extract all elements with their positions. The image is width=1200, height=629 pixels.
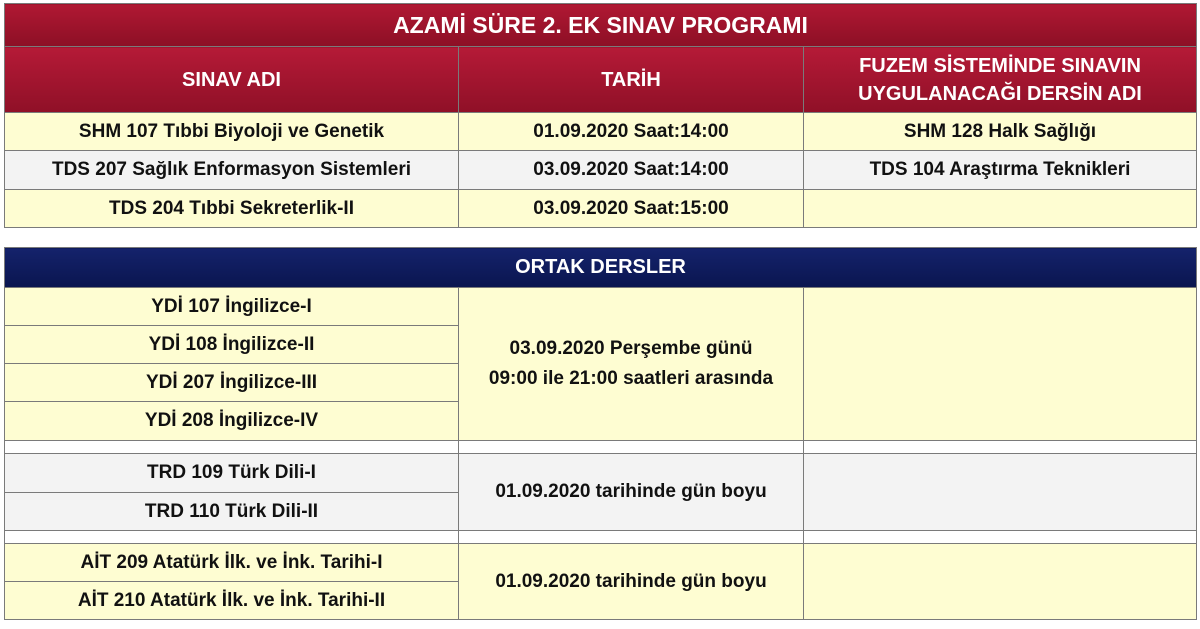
course-name-cell: YDİ 107 İngilizce-I <box>5 288 459 326</box>
history-date-cell: 01.09.2020 tarihinde gün boyu <box>459 544 804 620</box>
exam-date-cell: 01.09.2020 Saat:14:00 <box>459 113 804 151</box>
fuzem-course-cell <box>804 454 1197 531</box>
exam-schedule-table <box>4 3 1197 228</box>
table-row <box>5 113 1197 151</box>
column-header-fuzem-line2: UYGULANACAĞI DERSİN ADI <box>858 82 1142 105</box>
fuzem-course-cell: TDS 104 Araştırma Teknikleri <box>804 151 1197 190</box>
column-header-fuzem <box>804 47 1197 113</box>
column-header-fuzem-line1: FUZEM SİSTEMİNDE SINAVIN <box>859 54 1141 77</box>
common-courses-title: ORTAK DERSLER <box>5 248 1197 288</box>
spacer-row <box>5 531 1197 544</box>
fuzem-course-cell <box>804 190 1197 228</box>
course-name-cell: YDİ 108 İngilizce-II <box>5 326 459 364</box>
fuzem-course-cell: SHM 128 Halk Sağlığı <box>804 113 1197 151</box>
exam-date-cell: 03.09.2020 Saat:14:00 <box>459 151 804 190</box>
fuzem-course-cell <box>804 288 1197 441</box>
table-row <box>5 190 1197 228</box>
table-row <box>5 288 1197 326</box>
table-row <box>5 151 1197 190</box>
course-name-cell: AİT 209 Atatürk İlk. ve İnk. Tarihi-I <box>5 544 459 582</box>
table-row <box>5 544 1197 582</box>
english-date-line2: 09:00 ile 21:00 saatleri arasında <box>488 368 774 389</box>
table-row <box>5 454 1197 493</box>
course-name-cell: AİT 210 Atatürk İlk. ve İnk. Tarihi-II <box>5 582 459 620</box>
column-header-date: TARİH <box>459 47 804 113</box>
exam-name-cell: SHM 107 Tıbbi Biyoloji ve Genetik <box>5 113 459 151</box>
course-name-cell: YDİ 208 İngilizce-IV <box>5 402 459 441</box>
column-header-exam-name: SINAV ADI <box>5 47 459 113</box>
page-title: AZAMİ SÜRE 2. EK SINAV PROGRAMI <box>5 4 1197 47</box>
course-name-cell: TRD 110 Türk Dili-II <box>5 493 459 531</box>
english-date-line1: 03.09.2020 Perşembe günü <box>509 338 753 359</box>
exam-date-cell: 03.09.2020 Saat:15:00 <box>459 190 804 228</box>
course-name-cell: YDİ 207 İngilizce-III <box>5 364 459 402</box>
course-name-cell: TRD 109 Türk Dili-I <box>5 454 459 493</box>
common-courses-table <box>4 247 1197 620</box>
exam-name-cell: TDS 207 Sağlık Enformasyon Sistemleri <box>5 151 459 190</box>
fuzem-course-cell <box>804 544 1197 620</box>
english-date-cell <box>459 288 804 441</box>
turkish-date-cell: 01.09.2020 tarihinde gün boyu <box>459 454 804 531</box>
exam-name-cell: TDS 204 Tıbbi Sekreterlik-II <box>5 190 459 228</box>
spacer-row <box>5 441 1197 454</box>
